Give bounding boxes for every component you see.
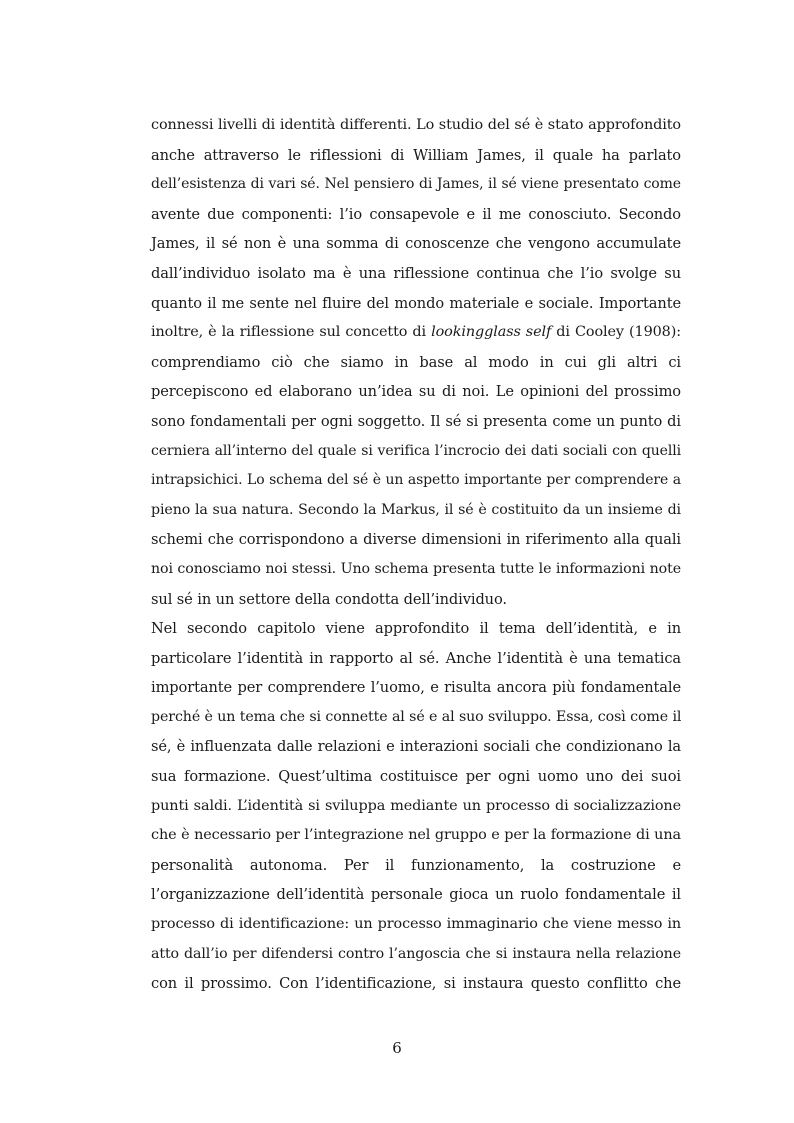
text-line: l’organizzazione dell’identità personale gioca un ruolo fondamentale il: [151, 886, 681, 904]
text-segment: inoltre, è la riflessione sul concetto di: [151, 324, 432, 341]
text-line: processo di identificazione: un processo immaginario che viene messo in: [151, 916, 681, 933]
text-line: che è necessario per l’integrazione nel gruppo e per la formazione di una: [151, 827, 681, 844]
text-line: sul sé in un settore della condotta dell’individuo.: [151, 590, 507, 608]
text-line: particolare l’identità in rapporto al sé. Anche l’identità è una tematica: [151, 649, 681, 667]
text-line: James, il sé non è una somma di conoscenze che vengono accumulate: [151, 235, 681, 253]
text-line: intrapsichici. Lo schema del sé è un aspetto importante per comprendere a: [151, 472, 681, 489]
text-line: pieno la sua natura. Secondo la Markus, il sé è costituito da un insieme di: [151, 501, 681, 518]
text-line: punti saldi. L’identità si sviluppa mediante un processo di socializzazione: [151, 797, 681, 814]
text-line: sé, è influenzata dalle relazioni e interazioni sociali che condizionano la: [151, 738, 681, 756]
text-line: avente due componenti: l’io consapevole e il me conosciuto. Secondo: [151, 205, 681, 223]
text-line: cerniera all’interno del quale si verifica l’incrocio dei dati sociali con quelli: [151, 442, 681, 459]
italic-term: lookingglass self: [431, 324, 552, 341]
text-line: sua formazione. Quest’ultima costituisce per ogni uomo uno dei suoi: [151, 768, 681, 786]
text-line: Nel secondo capitolo viene approfondito il tema dell’identità, e in: [151, 620, 681, 638]
text-line: percepiscono ed elaborano un’idea su di noi. Le opinioni del prossimo: [151, 383, 681, 401]
text-line: personalità autonoma. Per il funzionamento, la costruzione e: [151, 856, 681, 874]
text-line: sono fondamentali per ogni soggetto. Il sé si presenta come un punto di: [151, 412, 681, 430]
text-line: con il prossimo. Con l’identificazione, si instaura questo conflitto che: [151, 975, 681, 993]
text-line: noi conosciamo noi stessi. Uno schema presenta tutte le informazioni note: [151, 560, 681, 577]
text-line: schemi che corrispondono a diverse dimensioni in riferimento alla quali: [151, 531, 681, 549]
text-line: comprendiamo ciò che siamo in base al modo in cui gli altri ci: [151, 353, 681, 371]
text-segment: di Cooley (1908):: [551, 324, 682, 341]
text-line: perché è un tema che si connette al sé e al suo sviluppo. Essa, così come il: [151, 708, 682, 725]
text-line: atto dall’io per difendersi contro l’angoscia che si instaura nella relazione: [151, 945, 681, 962]
page-number: 6: [392, 1039, 402, 1057]
text-line: anche attraverso le riflessioni di William James, il quale ha parlato: [151, 146, 681, 164]
body-text: [151, 111, 681, 999]
text-line: quanto il me sente nel fluire del mondo materiale e sociale. Importante: [151, 294, 681, 312]
text-line: dell’esistenza di vari sé. Nel pensiero di James, il sé viene presentato come: [151, 176, 681, 193]
text-line: importante per comprendere l’uomo, e risulta ancora più fondamentale: [151, 679, 681, 697]
text-line: dall’individuo isolato ma è una riflessione continua che l’io svolge su: [151, 264, 681, 282]
text-line-with-italic: [151, 318, 681, 348]
text-line: connessi livelli di identità differenti. Lo studio del sé è stato approfondito: [151, 117, 681, 133]
